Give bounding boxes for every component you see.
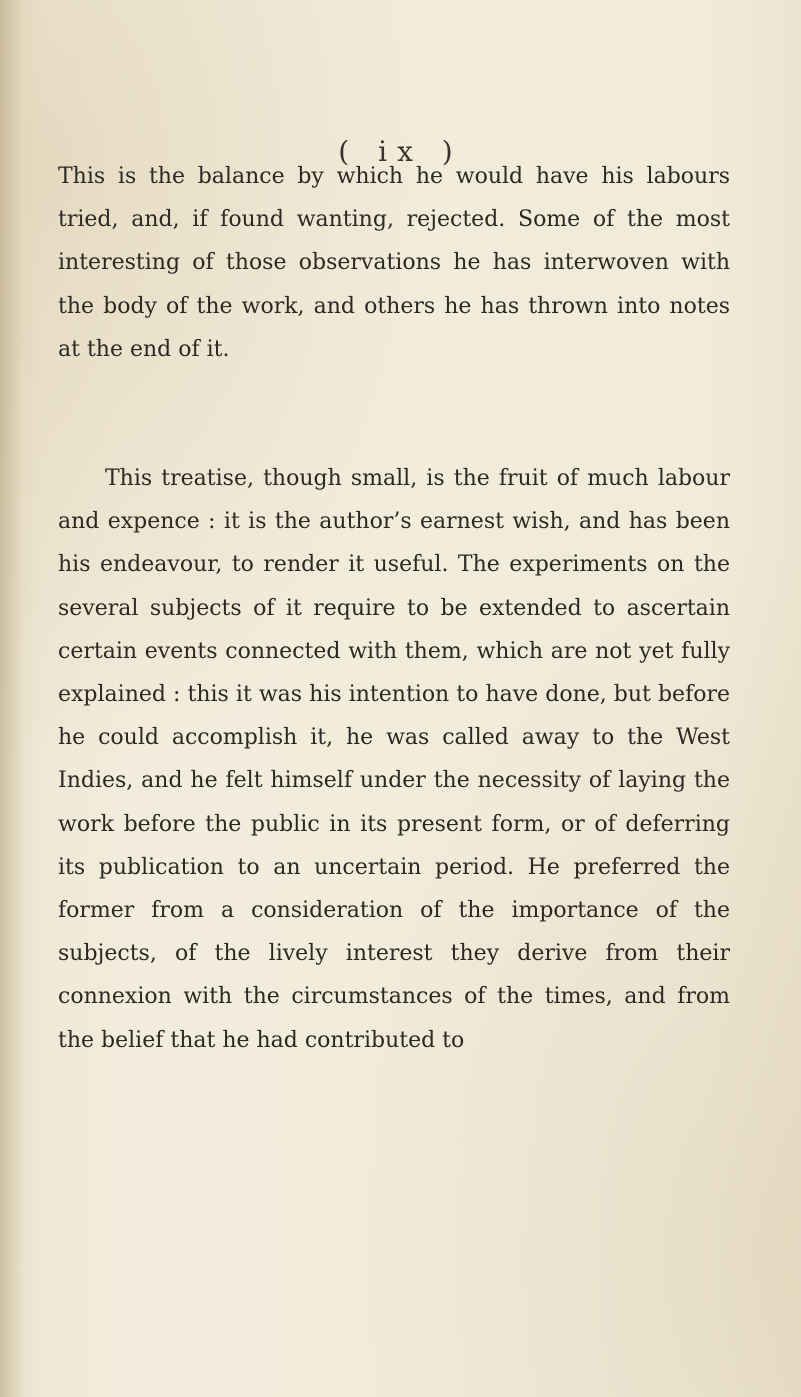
- page-gutter-shadow: [0, 0, 22, 1397]
- page-number: ( ix ): [338, 135, 463, 168]
- paragraph-treatise: This treatise, though small, is the fruit of much labour and expence : it is the author’s earnest wish, and has been his endeavour, to render it useful. The experiments on the several subjects of it require to be extended to ascertain certain events connected with them, which are not yet fully explained : this it was his intention to have done, but before he could accomplish it, he was called away to the West Indies, and he felt himself under the necessity of laying the work before the public in its present form, or of deferring its publication to an uncertain period. He preferred the former from a consideration of the importance of the subjects, of the lively interest they derive from their connexion with the circumstances of the times, and from the belief that he had contributed to: [58, 466, 730, 1053]
- paragraph-balance: This is the balance by which he would have his labours tried, and, if found wanting, rejected. Some of the most interesting of those observations he has interwoven with the body of the work, and others he has thrown into notes at the end of it.: [58, 164, 730, 362]
